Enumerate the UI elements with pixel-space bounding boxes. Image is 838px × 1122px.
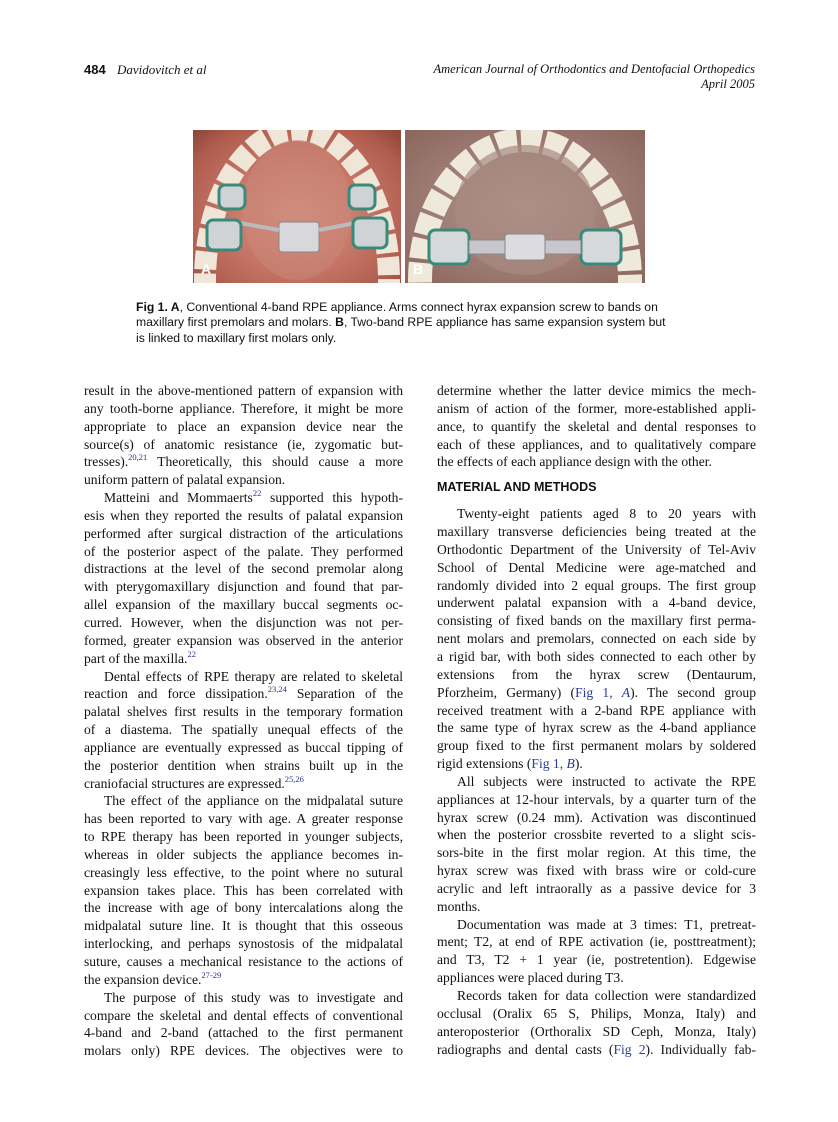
text-run: formed, greater expansion was observed in the anterior: [84, 632, 403, 648]
paragraph: [84, 792, 403, 988]
text-line: [437, 1005, 756, 1023]
text-run: , Two-band RPE appliance has same expansion system but: [343, 315, 666, 330]
text-line: [84, 917, 403, 935]
text-run: molars only) RPE devices. The objectives were to: [84, 1043, 403, 1059]
text-run: appliances at 12-hour intervals, by a quarter turn of the: [437, 791, 756, 807]
text-line: [84, 632, 403, 650]
text-run: palatal shelves first results in the temporary formation: [84, 704, 403, 720]
text-line: [84, 864, 403, 882]
text-run: any tooth-borne appliance. Therefore, it might be more: [84, 400, 403, 416]
panel-label-a: A: [201, 261, 212, 277]
paragraph: [84, 989, 403, 1060]
text-line: [437, 594, 756, 612]
text-run: midpalatal suture line. It is thought that this osseous: [84, 918, 403, 934]
text-run: sors-bite in the first molar region. At this time, the: [437, 845, 756, 861]
text-run: the expansion device.: [84, 971, 202, 987]
caption-label: Fig 1. A: [136, 300, 180, 314]
right-column: [437, 382, 756, 1058]
text-line: [437, 719, 756, 737]
text-line: [84, 650, 403, 668]
text-run: result in the above-mentioned pattern of expansion with: [84, 383, 403, 398]
text-run: distractions at the level of the second premolar along: [84, 561, 403, 577]
text-line: [84, 1042, 403, 1060]
text-run: School of Dental Medicine were age-matched and: [437, 559, 756, 575]
text-run: the effects of each appliance design with the other.: [437, 454, 712, 470]
text-run: reaction and force dissipation.: [84, 686, 268, 702]
paragraph: [84, 668, 403, 793]
text-line: [437, 523, 756, 541]
caption-label: B: [335, 315, 344, 330]
figure-link[interactable]: Fig 1,: [531, 756, 567, 772]
text-run: has been reported to vary with age. A greater response: [84, 811, 403, 827]
text-line: [437, 898, 756, 916]
text-line: [84, 953, 403, 971]
text-run: interlocking, and perhaps synostosis of the midpalatal: [84, 936, 403, 952]
text-line: [84, 453, 403, 471]
figure-caption: [136, 300, 716, 346]
text-line: [84, 471, 403, 489]
running-authors: Davidovitch et al: [116, 62, 207, 77]
text-line: [437, 505, 756, 523]
dental-arch-illustration-b: [405, 130, 645, 283]
text-run: suture, causes a mechanical resistance to the actions of: [84, 954, 403, 969]
text-run: Dental effects of RPE therapy are related to skeletal: [104, 668, 403, 684]
text-run: tresses).: [84, 454, 129, 470]
text-line: [437, 612, 756, 630]
figure-link[interactable]: Fig 1,: [575, 684, 622, 700]
text-run: of the posterior aspect of the palate. They performed: [84, 543, 403, 559]
text-run: esis when they reported the results of palatal expansion: [84, 507, 403, 523]
text-run: ).: [574, 756, 583, 772]
text-run: with pterygomaxillary disjunction and found that par-: [84, 579, 403, 595]
citation-superscript[interactable]: 22: [252, 488, 262, 499]
text-line: [84, 382, 403, 400]
text-line: [437, 541, 756, 559]
text-run: craniofacial structures are expressed.: [84, 775, 285, 791]
text-line: [84, 614, 403, 632]
text-run: Pforzheim, Germany) (: [437, 684, 576, 700]
panel-label-b: B: [413, 261, 424, 277]
text-line: [437, 969, 756, 987]
text-run: radiographs and dental casts (: [437, 1041, 614, 1057]
text-line: [437, 826, 756, 844]
journal-title: American Journal of Orthodontics and Dentofacial Orthopedics: [433, 62, 755, 76]
text-line: [437, 862, 756, 880]
text-line: [84, 739, 403, 757]
text-run: each of these appliances, and to qualitatively compare: [437, 436, 756, 452]
text-run: and T3, T2 + 1 year (ie, postretention). Edgewise: [437, 952, 756, 968]
text-line: [437, 400, 756, 418]
text-run: determine whether the latter device mimics the mech-: [437, 383, 756, 398]
text-run: group fixed to the first permanent molars by soldered: [437, 738, 756, 754]
text-line: [437, 916, 756, 934]
text-line: [84, 489, 403, 507]
text-run: 4-band and 2-band (attached to the first permanent: [84, 1025, 403, 1041]
text-line: [84, 703, 403, 721]
text-run: underwent palatal expansion with a 4-band device,: [437, 595, 756, 611]
text-run: nent molars and premolars, connected on each side by: [437, 631, 756, 647]
text-run: ance, to quantify the skeletal and dental responses to: [437, 418, 756, 434]
caption-line: [136, 315, 716, 330]
text-line: [84, 810, 403, 828]
text-line: [437, 418, 756, 436]
text-run: expansion takes place. This has been correlated with: [84, 882, 403, 898]
text-run: maxillary first premolars and molars.: [136, 315, 336, 330]
text-run: the posterior dentition when strains built up in the: [84, 757, 403, 773]
text-line: [437, 1041, 756, 1059]
text-run: to RPE therapy has been reported in younger subjects,: [84, 829, 403, 845]
photo-2-band-appliance: [405, 130, 645, 283]
text-run: acrylic and left intraorally as a passive device for 3: [437, 880, 756, 896]
text-run: Separation of the: [286, 686, 403, 702]
text-run: Twenty-eight patients aged 8 to 20 years with: [457, 506, 756, 522]
text-run: part of the maxilla.: [84, 650, 188, 666]
text-line: [84, 989, 403, 1007]
text-run: appropriate to place an expansion device near the: [84, 418, 403, 434]
text-line: [84, 400, 403, 418]
text-line: [84, 882, 403, 900]
text-run: consisting of fixed bands on the maxillary first perma-: [437, 613, 756, 629]
text-run: occlusal (Oralix 65 S, Philips, Monza, Italy) and: [437, 1005, 756, 1021]
text-run: allel expansion of the maxillary buccal segments oc-: [84, 597, 403, 613]
text-run: when the posterior crossbite reverted to a slight scis-: [437, 827, 756, 843]
text-line: [437, 648, 756, 666]
text-run: the same type of hyrax screw as the 4-band appliance: [437, 720, 756, 736]
issue-date: April 2005: [701, 77, 755, 91]
text-line: [84, 971, 403, 989]
text-line: [84, 757, 403, 775]
text-line: [84, 418, 403, 436]
text-run: hyrax screw (0.24 mm). Activation was discontinued: [437, 809, 756, 825]
text-line: [437, 773, 756, 791]
text-run: ). Individually fab-: [645, 1041, 756, 1057]
text-line: [437, 951, 756, 969]
text-run: maxillary transverse deficiencies being treated at the: [437, 524, 756, 540]
text-line: [437, 755, 756, 773]
text-line: [437, 630, 756, 648]
dental-arch-illustration-a: [193, 130, 401, 283]
text-line: [84, 525, 403, 543]
text-line: [437, 453, 756, 471]
text-line: [84, 560, 403, 578]
text-run: randomly divided into 2 equal groups. The first group: [437, 577, 756, 593]
caption-line: [136, 300, 716, 315]
text-line: [437, 987, 756, 1005]
text-run: ). The second group: [630, 684, 756, 700]
text-line: [437, 809, 756, 827]
text-line: [84, 668, 403, 686]
text-line: [84, 935, 403, 953]
text-line: [84, 436, 403, 454]
figure-1: [193, 130, 645, 283]
text-run: a rigid bar, with both sides connected to each other by: [437, 648, 756, 664]
text-line: [437, 684, 756, 702]
text-run: extensions from the hyrax screw (Dentaurum,: [437, 666, 756, 682]
text-run: supported this hypoth-: [261, 490, 403, 506]
paragraph: [84, 489, 403, 667]
paragraph: [437, 382, 756, 471]
text-line: [437, 880, 756, 898]
text-line: [84, 685, 403, 703]
text-run: hyrax screw was fixed with brass wire or cold-cure: [437, 863, 756, 879]
text-run: anteroposterior (Orthoralix SD Ceph, Monza, Italy): [437, 1023, 756, 1039]
text-line: [84, 578, 403, 596]
citation-superscript[interactable]: 22: [187, 648, 196, 659]
text-line: [437, 436, 756, 454]
text-line: [437, 844, 756, 862]
text-run: Theoretically, this should cause a more: [147, 454, 403, 470]
left-column: [84, 382, 403, 1060]
text-run: Orthodontic Department of the University of Tel-Aviv: [437, 541, 756, 557]
text-line: [84, 543, 403, 561]
text-run: Records taken for data collection were standardized: [457, 988, 756, 1003]
text-line: [437, 382, 756, 400]
text-line: [437, 666, 756, 684]
photo-4-band-appliance: [193, 130, 401, 283]
text-run: the increase with age of bony intercalations along the: [84, 900, 403, 916]
paragraph: [437, 505, 756, 773]
text-line: [437, 791, 756, 809]
citation-superscript[interactable]: 23,24: [267, 684, 287, 695]
page-number: 484: [84, 62, 106, 77]
text-run: compare the skeletal and dental effects of conventional: [84, 1007, 403, 1023]
running-header-left: [84, 62, 206, 78]
paragraph: [437, 773, 756, 916]
caption-line: [136, 331, 716, 346]
text-line: [84, 899, 403, 917]
text-run: Matteini and Mommaerts: [104, 490, 253, 506]
text-run: source(s) of anatomic resistance (ie, zygomatic but-: [84, 436, 403, 452]
text-run: uniform pattern of palatal expansion.: [84, 472, 286, 488]
text-line: [437, 702, 756, 720]
text-run: appliances were placed during T3.: [437, 970, 624, 986]
running-header-right: [434, 62, 756, 92]
text-line: [437, 933, 756, 951]
text-line: [84, 1007, 403, 1025]
figure-panel-link[interactable]: B: [566, 756, 575, 772]
text-line: [84, 775, 403, 793]
text-run: , Conventional 4-band RPE appliance. Arms connect hyrax expansion screw to bands on: [179, 300, 658, 314]
citation-superscript[interactable]: 25,26: [284, 773, 304, 784]
text-line: [84, 596, 403, 614]
text-line: [437, 559, 756, 577]
text-run: anism of action of the former, more-established appli-: [437, 400, 756, 416]
text-run: curred. However, when the disjunction was not per-: [84, 614, 403, 630]
text-run: All subjects were instructed to activate the RPE: [457, 773, 756, 789]
text-line: [84, 792, 403, 810]
paragraph: [437, 987, 756, 1058]
figure-link[interactable]: Fig 2: [613, 1041, 646, 1057]
text-line: [437, 737, 756, 755]
text-run: creasingly less effective, to the point where no sutural: [84, 864, 403, 880]
citation-superscript[interactable]: 20,21: [128, 452, 148, 463]
text-run: received treatment with a 2-band RPE appliance with: [437, 702, 756, 718]
text-run: ment; T2, at end of RPE activation (ie, posttreatment);: [437, 934, 756, 950]
text-run: months.: [437, 898, 481, 914]
text-line: [84, 1024, 403, 1042]
text-line: [84, 846, 403, 864]
text-run: of a diastema. The spatially unequal effects of the: [84, 722, 403, 738]
text-line: [84, 507, 403, 525]
text-line: [437, 1023, 756, 1041]
paragraph: [84, 382, 403, 489]
figure-panel-link[interactable]: A: [621, 684, 631, 700]
text-line: [84, 828, 403, 846]
text-run: rigid extensions (: [437, 756, 532, 772]
text-run: The effect of the appliance on the midpalatal suture: [104, 793, 403, 809]
text-run: whereas in older subjects the appliance becomes in-: [84, 846, 403, 862]
text-run: The purpose of this study was to investigate and: [104, 989, 403, 1005]
text-run: Documentation was made at 3 times: T1, pretreat-: [457, 916, 756, 932]
paragraph: [437, 916, 756, 987]
text-run: is linked to maxillary first molars only.: [136, 330, 337, 345]
citation-superscript[interactable]: 27-29: [201, 969, 222, 980]
text-run: appliance are eventually expressed as buccal tipping of: [84, 739, 403, 755]
section-heading: MATERIAL AND METHODS: [437, 480, 597, 495]
text-line: [84, 721, 403, 739]
text-line: [437, 577, 756, 595]
text-run: performed after surgical distraction of the articulations: [84, 525, 403, 541]
